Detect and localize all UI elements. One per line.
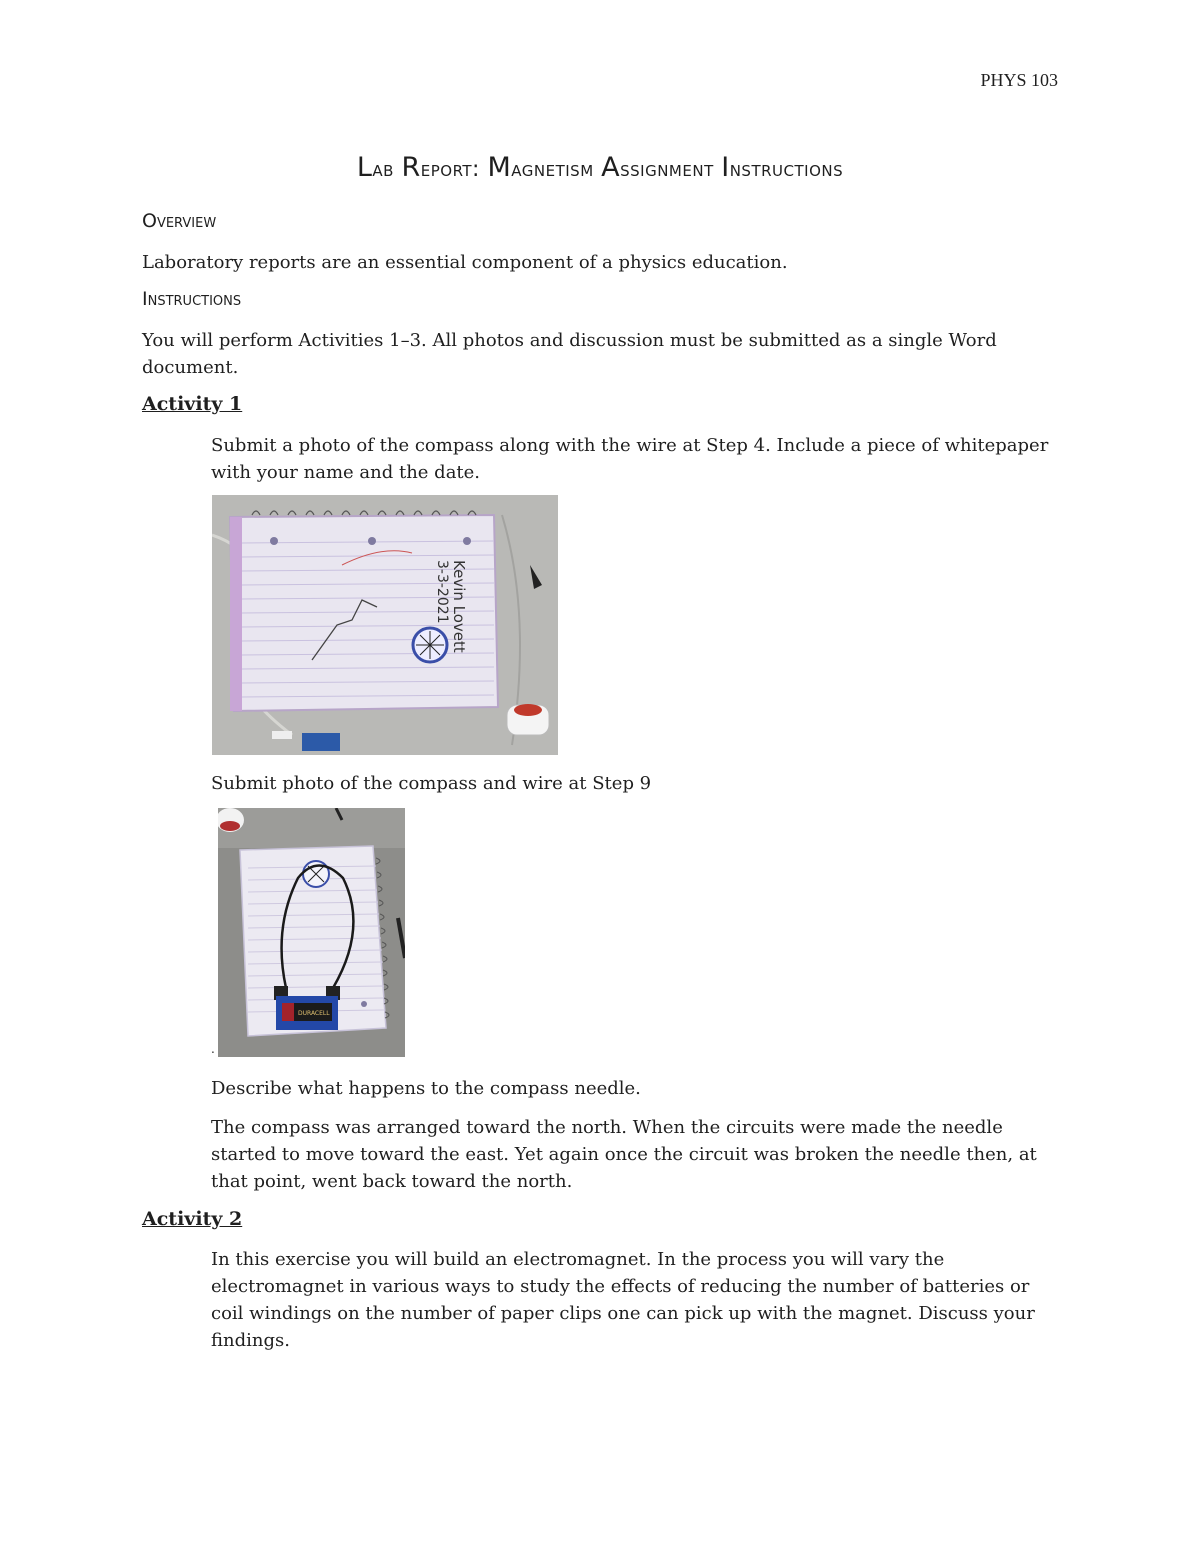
step9-photo-drawing [218, 808, 405, 1057]
instructions-text: You will perform Activities 1–3. All photos and discussion must be submitted as a single Word document. [142, 330, 997, 378]
activity-2-text: In this exercise you will build an electromagnet. In the process you will vary the electromagnet in various ways to study the effects of reducing the number of batteries or coil windings on the number of paper clips one can pick up with the magnet. Discuss your findings. [211, 1249, 1035, 1351]
step4-prompt: Submit a photo of the compass along with the wire at Step 4. Include a piece of whitepaper with your name and the date. [211, 435, 1049, 483]
title-text: Lab Report: Magnetism Assignment Instructions [356, 152, 844, 183]
instructions-heading: Instructions [142, 288, 242, 310]
compass-question: Describe what happens to the compass needle. [211, 1078, 641, 1099]
stray-period: . [211, 1042, 215, 1056]
photo1-name: Kevin Lovett [450, 560, 468, 653]
course-header: PHYS 103 [980, 70, 1058, 90]
step9-photo [218, 808, 405, 1057]
overview-text: Laboratory reports are an essential component of a physics education. [142, 252, 788, 273]
compass-answer: The compass was arranged toward the north. When the circuits were made the needle started to move toward the east. Yet again once the circuit was broken the needle then, at that point, went back toward the north. [211, 1117, 1037, 1192]
activity-1-heading: Activity 1 [142, 393, 243, 415]
activity-2-heading: Activity 2 [142, 1208, 243, 1230]
step4-photo-drawing [212, 495, 558, 755]
step9-prompt: Submit photo of the compass and wire at Step 9 [211, 773, 652, 794]
page-title [0, 152, 1200, 183]
step4-photo [212, 495, 558, 755]
photo2-battery-label: DURACELL [298, 1010, 330, 1017]
photo1-date: 3-3-2021 [434, 560, 450, 624]
overview-heading: Overview [142, 210, 217, 232]
